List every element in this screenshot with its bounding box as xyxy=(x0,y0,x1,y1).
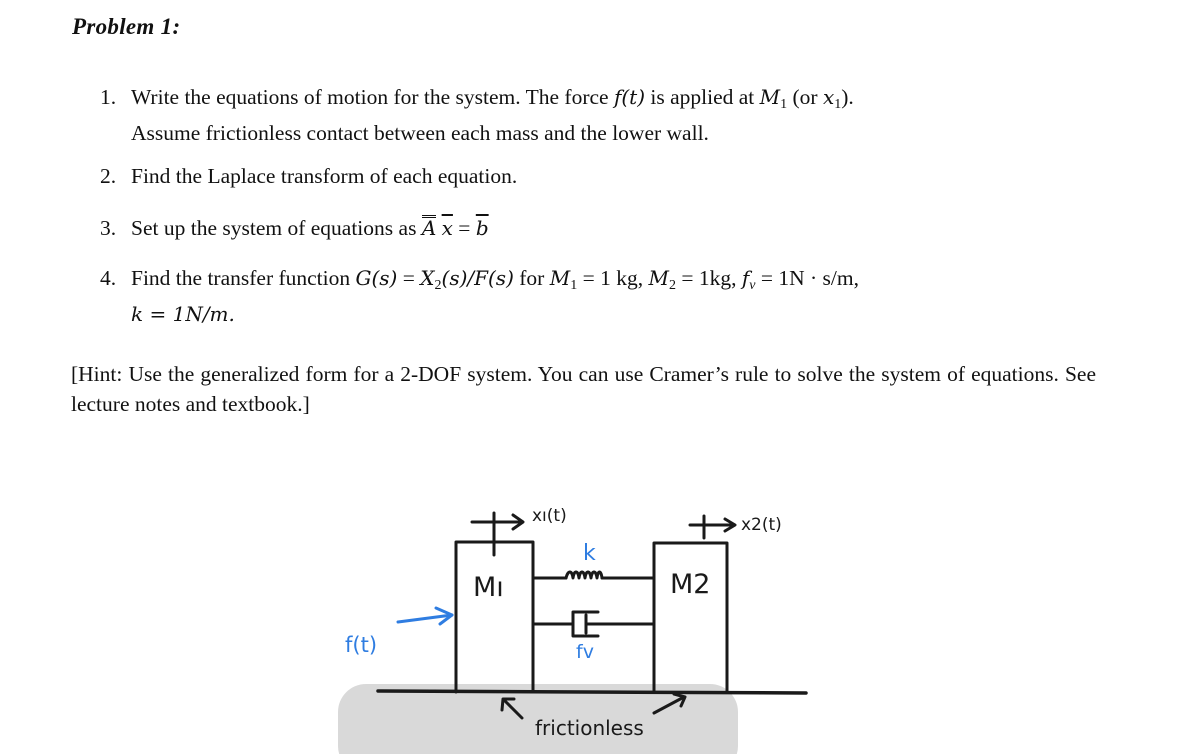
force-label: f(t) xyxy=(345,633,378,657)
force-arrow-icon xyxy=(398,608,452,624)
item-1-text-c: (or xyxy=(787,85,823,109)
item-4-fv-sub: v xyxy=(749,278,756,293)
item-1-x1: x xyxy=(822,85,835,109)
item-4-fv-val: = 1N · s/m, xyxy=(755,266,859,290)
item-1-line-2: Assume frictionless contact between each mass and the lower wall. xyxy=(131,121,709,145)
mass-1-block xyxy=(456,542,533,692)
item-4-m1: M xyxy=(549,266,571,290)
item-1-x1-sub: 1 xyxy=(834,97,842,112)
item-1-text-d: ). xyxy=(841,85,854,109)
item-1-m1: M xyxy=(759,85,781,109)
x1-label: xı(t) xyxy=(532,506,567,526)
item-3-number: 3. xyxy=(100,216,117,240)
item-4-line-2: k = 1N/m. xyxy=(131,302,235,326)
item-4-m1-val: = 1 kg, xyxy=(577,266,649,290)
item-1-m1-sub: 1 xyxy=(780,97,788,112)
spring-label: k xyxy=(583,541,596,566)
ground-line xyxy=(378,691,806,693)
item-3-matrix-a: A xyxy=(421,216,437,240)
item-1-text-b: is applied at xyxy=(645,85,760,109)
item-4-number: 4. xyxy=(100,266,117,290)
item-3-vector-b: $\overline{b}$ xyxy=(475,216,489,240)
item-3-text: Set up the system of equations as xyxy=(131,216,422,240)
item-4-text-a: Find the transfer function xyxy=(131,266,356,290)
damper-label: fv xyxy=(576,641,594,663)
item-4-m2-sub: 2 xyxy=(668,278,676,293)
item-4-eq1: = xyxy=(397,266,421,290)
item-4-x2: X xyxy=(420,266,435,290)
spring-icon xyxy=(533,572,654,578)
mass-1-label: Mı xyxy=(473,572,504,603)
x1-arrow-icon xyxy=(472,513,523,555)
item-3-equals: = xyxy=(452,216,476,240)
item-3-vector-x: $\overline{x}$ xyxy=(441,216,453,240)
item-4-text-b: for xyxy=(513,266,550,290)
item-4-x2-sub: 2 xyxy=(434,278,442,293)
damper-icon xyxy=(533,612,654,636)
item-4-x2-arg: (s)/F(s) xyxy=(441,266,514,290)
x2-label: x2(t) xyxy=(741,515,782,535)
item-4-m2-val: = 1kg, xyxy=(675,266,742,290)
problem-title: Problem 1: xyxy=(72,14,181,39)
item-4-m2: M xyxy=(648,266,669,290)
x2-arrow-icon xyxy=(690,516,735,538)
item-4-g-s: G(s) xyxy=(355,266,398,290)
mass-2-label: M2 xyxy=(670,569,711,600)
hint-paragraph: [Hint: Use the generalized form for a 2-DOF system. You can use Cramer’s rule to solve the system of equations. See lecture notes and textbook.] xyxy=(71,362,1096,416)
item-4-fv: f xyxy=(741,266,750,290)
item-1-text-a: Write the equations of motion for the system. The force xyxy=(131,85,614,109)
ground-label: frictionless xyxy=(535,716,644,740)
item-4-m1-sub: 1 xyxy=(570,278,578,293)
item-2-number: 2. xyxy=(100,164,117,188)
item-1-f-t: f(t) xyxy=(613,85,645,109)
mass-2-block xyxy=(654,543,727,692)
item-2-text: Find the Laplace transform of each equation. xyxy=(131,164,518,188)
item-1-number: 1. xyxy=(100,85,117,109)
